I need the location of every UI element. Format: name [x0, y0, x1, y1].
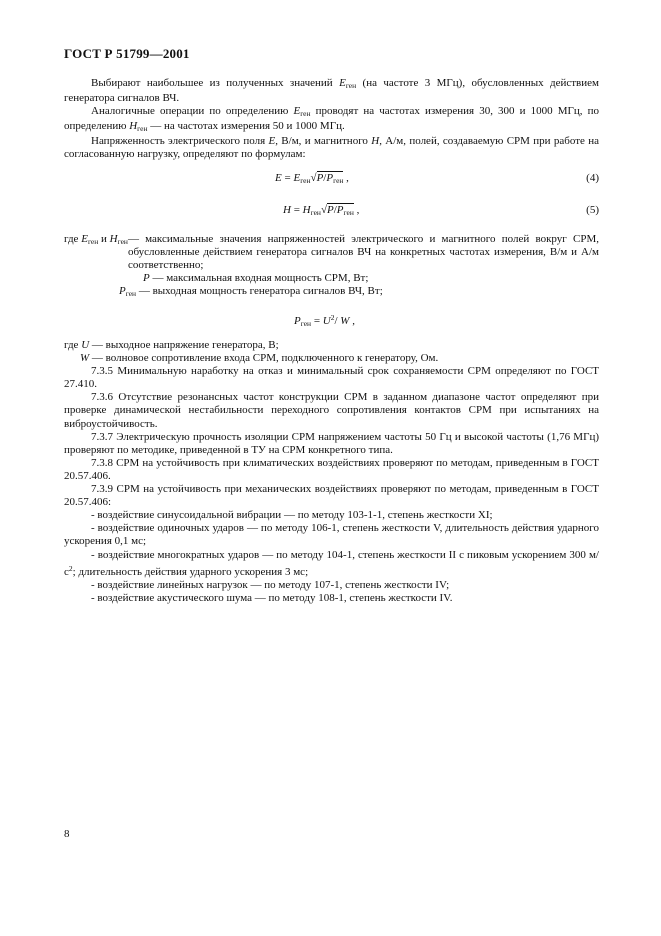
formula-p-gen: $P_{ген} = U^2/$ W ,: [294, 313, 355, 328]
paragraph-max-value: Выбирают наибольшее из полученных значений $E_{ген}$ (на частоте 3 МГц), обусловленных действием генератора сигналов ВЧ.: [64, 77, 599, 105]
definition-u: где U — выходное напряжение генератора, В;: [64, 339, 279, 351]
clause-7-3-6: 7.3.6 Отсутствие резонансных частот конструкции СРМ в заданном диапазоне частот определяют при проверке динамической нестабильности переходного сопротивления контактов СРМ при испытаниях на виброустойчивость.: [64, 391, 599, 430]
list-item-acoustic-noise: - воздействие акустического шума — по методу 108-1, степень жесткости IV.: [91, 591, 453, 604]
clause-7-3-7: 7.3.7 Электрическую прочность изоляции СРМ напряжением частоты 50 Гц и высокой частоты (1,76 МГц) проверяют по методике, приведенной в ТУ на СРМ конкретного типа.: [64, 430, 599, 456]
body-text-top: [64, 77, 599, 162]
definition-e-h: где $E_{ген}$ и $H_{ген}$ — максимальные значения напряженностей электрического и магнитного полей вокруг СРМ, обусловленные действием генератора сигналов ВЧ на конкретных частотах измерения, В/м и А/м соответственно;: [64, 233, 599, 272]
clause-7-3-5: 7.3.5 Минимальную наработку на отказ и минимальный срок сохраняемости СРМ определяют по ГОСТ 27.410.: [64, 365, 599, 391]
definition-p-gen: $P_{ген}$ — выходная мощность генератора сигналов ВЧ, Вт;: [119, 285, 383, 299]
paragraph-similar-operations: Аналогичные операции по определению $E_{ген}$ проводят на частотах измерения 30, 300 и 1000 МГц, по определению $H_{ген}$ — на частотах измерения 50 и 1000 МГц.: [64, 105, 599, 134]
formula-5: $H = H_{ген}√P/P_{ген}$ ,: [283, 204, 360, 217]
definition-p: P — максимальная входная мощность СРМ, Вт;: [143, 272, 369, 285]
body-text-bottom: [64, 339, 599, 605]
formula-4: $E = E_{ген}√P/P_{ген}$ ,: [275, 172, 349, 185]
sqrt-radicand: $P/P_{ген}$: [316, 172, 344, 185]
document-header: ГОСТ Р 51799—2001: [64, 46, 190, 61]
sqrt-radicand: $P/P_{ген}$: [327, 204, 354, 217]
list-item-linear-load: - воздействие линейных нагрузок — по методу 107-1, степень жесткости IV;: [91, 578, 450, 591]
equation-number-4: (4): [586, 172, 599, 184]
list-item-multiple-shock: - воздействие многократных ударов — по методу 104-1, степень жесткости II с пиковым ускорением 300 $м/с^2$; длительность действия ударного ускорения 3 мс;: [64, 548, 599, 578]
list-item-single-shock: - воздействие одиночных ударов — по методу 106-1, степень жесткости V, длительность действия ударного ускорения 0,1 мс;: [64, 522, 599, 548]
clause-7-3-9: 7.3.9 СРМ на устойчивость при механических воздействиях проверяют по методам, приведенным в ГОСТ 20.57.406:: [64, 483, 599, 509]
definition-w: W — волновое сопротивление входа СРМ, подключенного к генератору, Ом.: [80, 352, 439, 365]
paragraph-field-strength: Напряженность электрического поля E, В/м, и магнитного H, А/м, полей, создаваемую СРМ при работе на согласованную нагрузку, определяют по формулам:: [64, 135, 599, 161]
equation-number-5: (5): [586, 204, 599, 216]
sqrt-sign: √: [320, 204, 327, 216]
definitions-block-1: [64, 233, 599, 300]
sqrt-sign: √: [310, 172, 317, 184]
page-number: 8: [64, 828, 70, 840]
clause-7-3-8: 7.3.8 СРМ на устойчивость при климатических воздействиях проверяют по методам, приведенным в ГОСТ 20.57.406.: [64, 456, 599, 482]
list-item-vibration: - воздействие синусоидальной вибрации — по методу 103-1-1, степень жесткости XI;: [91, 509, 493, 522]
